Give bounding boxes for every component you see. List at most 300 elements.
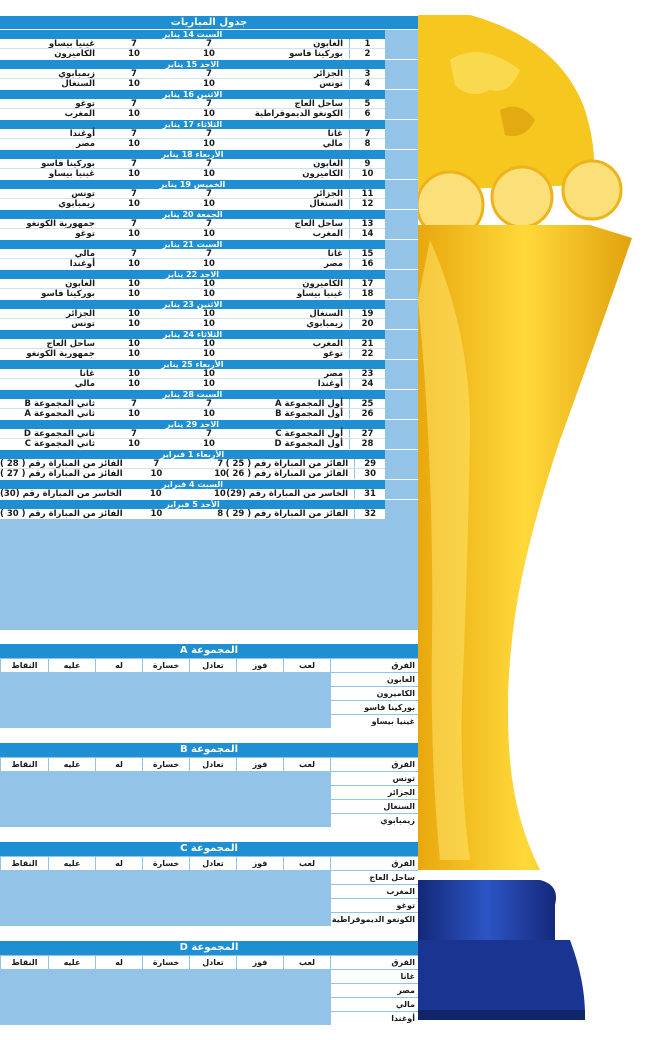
stat-cell <box>0 701 48 714</box>
team-name: الغابون <box>330 673 418 686</box>
day-block <box>0 269 418 299</box>
day-block <box>0 119 418 149</box>
match-row <box>0 399 385 409</box>
stat-cell <box>189 701 236 714</box>
match-day: 10 <box>203 439 215 449</box>
stat-cell <box>48 687 95 700</box>
stat-cell <box>142 715 189 728</box>
standings-header: عليه <box>48 659 95 672</box>
stat-cell <box>189 899 236 912</box>
home-team: أول المجموعة B <box>275 409 343 419</box>
match-row <box>0 199 385 209</box>
match-time: 10 <box>128 289 140 299</box>
standings-header: تعادل <box>189 659 236 672</box>
stat-cell <box>236 814 283 827</box>
match-time: 10 <box>128 79 140 89</box>
match-row <box>0 339 385 349</box>
team-row <box>0 912 418 926</box>
home-team: ساحل العاج <box>294 218 343 229</box>
team-name: مالي <box>330 998 418 1011</box>
match-number: 1 <box>349 39 385 48</box>
stat-cell <box>142 701 189 714</box>
day-block <box>0 419 418 449</box>
stat-cell <box>283 687 330 700</box>
team-row <box>0 799 418 813</box>
match-day: 10 <box>203 349 215 359</box>
team-row <box>0 969 418 983</box>
stat-cell <box>0 899 48 912</box>
away-team: أوغندا <box>69 128 95 139</box>
stat-cell <box>189 970 236 983</box>
group-table <box>0 941 418 1025</box>
match-row <box>0 219 385 229</box>
match-time: 10 <box>128 278 140 289</box>
standings-header: له <box>95 758 142 771</box>
home-team: بوركينا فاسو <box>289 49 343 59</box>
stat-cell <box>48 871 95 884</box>
away-team: السنغال <box>61 79 95 89</box>
standings-header: تعادل <box>189 758 236 771</box>
stat-cell <box>142 1012 189 1025</box>
stat-cell <box>48 1012 95 1025</box>
match-number: 25 <box>349 399 385 408</box>
team-name: المغرب <box>330 885 418 898</box>
trophy-base-top <box>418 880 556 940</box>
team-row <box>0 714 418 728</box>
match-day: 10 <box>203 109 215 119</box>
away-team: الكاميرون <box>54 49 95 59</box>
stat-cell <box>142 772 189 785</box>
match-time: 10 <box>128 259 140 269</box>
stat-cell <box>283 885 330 898</box>
match-row <box>0 39 385 49</box>
home-team: غانا <box>327 248 343 259</box>
away-team: تونس <box>71 319 95 329</box>
stat-cell <box>48 814 95 827</box>
match-number: 32 <box>354 509 385 519</box>
match-number: 16 <box>349 259 385 269</box>
stat-cell <box>189 687 236 700</box>
match-number: 28 <box>349 439 385 449</box>
stat-cell <box>283 786 330 799</box>
match-day: 7 <box>206 98 212 109</box>
stat-cell <box>0 687 48 700</box>
match-row <box>0 169 385 179</box>
stat-cell <box>283 871 330 884</box>
home-team: السنغال <box>309 199 343 209</box>
match-number: 12 <box>349 199 385 209</box>
stat-cell <box>283 772 330 785</box>
away-team: الخاسر من المباراة رقم (30) <box>0 489 122 499</box>
standings-header: له <box>95 659 142 672</box>
stat-cell <box>48 786 95 799</box>
match-day: 10 <box>203 368 215 379</box>
stat-cell <box>142 871 189 884</box>
group-title: المجموعة C <box>0 842 418 856</box>
match-time: 10 <box>128 109 140 119</box>
team-row <box>0 997 418 1011</box>
away-team: مالي <box>74 379 95 389</box>
day-block <box>0 499 418 519</box>
group-title: المجموعة B <box>0 743 418 757</box>
trophy-base-bottom <box>418 940 585 1015</box>
team-row <box>0 898 418 912</box>
standings-header: فوز <box>236 956 283 969</box>
day-block <box>0 59 418 89</box>
home-team: الكونغو الديموقراطية <box>254 109 343 119</box>
stat-cell <box>48 673 95 686</box>
stat-cell <box>236 998 283 1011</box>
day-header: السبت 28 يناير <box>0 390 385 399</box>
match-day: 7 <box>206 38 212 49</box>
match-time: 7 <box>131 158 137 169</box>
match-row <box>0 509 385 519</box>
away-team: مالي <box>74 248 95 259</box>
standings-header: خسارة <box>142 659 189 672</box>
away-team: توغو <box>75 98 95 109</box>
match-row <box>0 259 385 269</box>
away-team: غينيا بيساو <box>48 169 95 179</box>
standings-header: تعادل <box>189 857 236 870</box>
stat-cell <box>48 800 95 813</box>
home-team: الكاميرون <box>302 169 343 179</box>
match-time: 10 <box>128 139 140 149</box>
stat-cell <box>283 715 330 728</box>
standings-header-row <box>0 757 418 771</box>
day-header: الأربعاء 1 فبراير <box>0 450 385 459</box>
day-header: الخميس 19 يناير <box>0 180 385 189</box>
stat-cell <box>236 673 283 686</box>
match-day: 10 <box>203 259 215 269</box>
match-number: 26 <box>349 409 385 419</box>
stat-cell <box>189 998 236 1011</box>
away-team: ساحل العاج <box>46 338 95 349</box>
day-header: الثلاثاء 24 يناير <box>0 330 385 339</box>
away-team: أوغندا <box>69 259 95 269</box>
standings-header: الفرق <box>330 758 418 771</box>
stat-cell <box>142 913 189 926</box>
stat-cell <box>142 984 189 997</box>
stat-cell <box>48 970 95 983</box>
away-team: غينيا بيساو <box>48 38 95 49</box>
stat-cell <box>189 913 236 926</box>
stat-cell <box>236 913 283 926</box>
match-day: 10 <box>203 379 215 389</box>
team-name: زيمبابوي <box>330 814 418 827</box>
day-header: الاثنين 16 يناير <box>0 90 385 99</box>
stat-cell <box>142 673 189 686</box>
away-team: الفائز من المباراة رقم ( 27 ) <box>0 469 123 479</box>
home-team: تونس <box>319 79 343 89</box>
stat-cell <box>283 970 330 983</box>
home-team: المغرب <box>312 229 343 239</box>
standings-header: النقاط <box>0 956 48 969</box>
home-team: الفائز من المباراة رقم ( 29 ) <box>225 509 349 519</box>
team-name: تونس <box>330 772 418 785</box>
stat-cell <box>142 885 189 898</box>
match-number: 20 <box>349 319 385 329</box>
stat-cell <box>236 687 283 700</box>
stat-cell <box>0 772 48 785</box>
stat-cell <box>0 913 48 926</box>
match-time: 10 <box>128 379 140 389</box>
stat-cell <box>236 984 283 997</box>
match-row <box>0 49 385 59</box>
standings-header: له <box>95 956 142 969</box>
stat-cell <box>189 885 236 898</box>
home-team: الفائز من المباراة رقم ( 26 ) <box>225 469 349 479</box>
match-number: 13 <box>349 219 385 228</box>
team-name: الجزائر <box>330 786 418 799</box>
stat-cell <box>142 800 189 813</box>
home-team: المغرب <box>312 338 343 349</box>
match-row <box>0 249 385 259</box>
stat-cell <box>0 970 48 983</box>
home-team: الجزائر <box>314 188 343 199</box>
stat-cell <box>236 871 283 884</box>
day-header: الاثنين 23 يناير <box>0 300 385 309</box>
standings-header: خسارة <box>142 758 189 771</box>
stat-cell <box>48 715 95 728</box>
stat-cell <box>236 885 283 898</box>
match-time: 10 <box>150 509 163 519</box>
standings-header: فوز <box>236 659 283 672</box>
match-row <box>0 459 385 469</box>
match-number: 17 <box>349 279 385 288</box>
trophy-globe <box>418 15 594 190</box>
stat-cell <box>236 800 283 813</box>
match-number: 18 <box>349 289 385 299</box>
day-block <box>0 449 418 479</box>
team-name: أوغندا <box>330 1012 418 1025</box>
match-day: 8 <box>217 509 224 519</box>
home-team: زيمبابوي <box>306 319 343 329</box>
away-team: توغو <box>75 229 95 239</box>
away-team: زيمبابوي <box>58 68 95 79</box>
home-team: الخاسر من المباراة رقم (29) <box>226 489 349 499</box>
day-block <box>0 299 418 329</box>
match-number: 2 <box>349 49 385 59</box>
stat-cell <box>0 673 48 686</box>
match-time: 10 <box>128 409 140 419</box>
match-row <box>0 189 385 199</box>
home-team: السنغال <box>309 308 343 319</box>
standings-header: النقاط <box>0 758 48 771</box>
match-day: 10 <box>203 139 215 149</box>
match-day: 10 <box>203 289 215 299</box>
stat-cell <box>142 786 189 799</box>
match-day: 7 <box>206 68 212 79</box>
stat-cell <box>236 970 283 983</box>
match-day: 10 <box>203 409 215 419</box>
stat-cell <box>189 871 236 884</box>
away-team: ثاني المجموعة C <box>24 439 95 449</box>
standings-header: عليه <box>48 857 95 870</box>
match-number: 7 <box>349 129 385 138</box>
standings-header: لعب <box>283 659 330 672</box>
match-number: 15 <box>349 249 385 258</box>
standings-header: النقاط <box>0 659 48 672</box>
away-team: مصر <box>76 139 95 149</box>
match-row <box>0 409 385 419</box>
stat-cell <box>189 772 236 785</box>
match-day: 10 <box>203 169 215 179</box>
match-number: 10 <box>349 169 385 179</box>
away-team: ثاني المجموعة A <box>24 409 95 419</box>
stat-cell <box>236 701 283 714</box>
away-team: جمهورية الكونغو <box>26 349 95 359</box>
home-team: أوغندا <box>317 379 343 389</box>
match-time: 7 <box>131 38 137 49</box>
match-time: 7 <box>131 218 137 229</box>
standings-header: الفرق <box>330 956 418 969</box>
match-row <box>0 349 385 359</box>
match-time: 10 <box>128 368 140 379</box>
day-block <box>0 359 418 389</box>
match-number: 11 <box>349 189 385 198</box>
stat-cell <box>189 814 236 827</box>
match-time: 7 <box>153 458 160 469</box>
stat-cell <box>95 1012 142 1025</box>
stat-cell <box>142 899 189 912</box>
stat-cell <box>0 984 48 997</box>
stat-cell <box>236 899 283 912</box>
match-number: 8 <box>349 139 385 149</box>
standings-header: فوز <box>236 857 283 870</box>
stat-cell <box>236 786 283 799</box>
day-block <box>0 239 418 269</box>
day-block <box>0 479 418 499</box>
team-row <box>0 884 418 898</box>
match-day: 10 <box>203 199 215 209</box>
match-row <box>0 289 385 299</box>
stat-cell <box>0 786 48 799</box>
stat-cell <box>0 814 48 827</box>
match-schedule <box>0 16 418 630</box>
away-team: الغابون <box>65 278 95 289</box>
home-team: مالي <box>322 139 343 149</box>
team-name: غانا <box>330 970 418 983</box>
stat-cell <box>142 687 189 700</box>
team-row <box>0 686 418 700</box>
team-name: مصر <box>330 984 418 997</box>
match-row <box>0 379 385 389</box>
stat-cell <box>0 800 48 813</box>
away-team: الفائز من المباراة رقم ( 28 ) <box>0 458 123 469</box>
day-header: الاحد 29 يناير <box>0 420 385 429</box>
stat-cell <box>48 885 95 898</box>
day-header: الأربعاء 25 يناير <box>0 360 385 369</box>
away-team: المغرب <box>64 109 95 119</box>
day-block <box>0 89 418 119</box>
day-header: الاحد 15 يناير <box>0 60 385 69</box>
home-team: أول المجموعة C <box>275 428 343 439</box>
stat-cell <box>283 899 330 912</box>
stat-cell <box>95 772 142 785</box>
stat-cell <box>95 885 142 898</box>
match-day: 10 <box>203 308 215 319</box>
match-time: 7 <box>131 68 137 79</box>
match-day: 10 <box>203 319 215 329</box>
stat-cell <box>283 1012 330 1025</box>
match-row <box>0 489 385 499</box>
match-number: 21 <box>349 339 385 348</box>
match-day: 7 <box>206 398 212 409</box>
match-row <box>0 129 385 139</box>
match-day: 10 <box>213 489 226 499</box>
match-day: 10 <box>214 469 227 479</box>
match-number: 6 <box>349 109 385 119</box>
match-day: 7 <box>206 158 212 169</box>
away-team: ثاني المجموعة D <box>23 428 95 439</box>
stat-cell <box>95 913 142 926</box>
standings-header-row <box>0 856 418 870</box>
standings-header: خسارة <box>142 956 189 969</box>
standings-header-row <box>0 658 418 672</box>
home-team: مصر <box>324 368 343 379</box>
match-time: 10 <box>128 169 140 179</box>
match-row <box>0 109 385 119</box>
standings-header: لعب <box>283 857 330 870</box>
day-header: السبت 21 يناير <box>0 240 385 249</box>
stat-cell <box>48 772 95 785</box>
standings-header: الفرق <box>330 857 418 870</box>
match-row <box>0 469 385 479</box>
home-team: الجزائر <box>314 68 343 79</box>
stat-cell <box>283 800 330 813</box>
stat-cell <box>48 701 95 714</box>
standings-header-row <box>0 955 418 969</box>
stat-cell <box>0 998 48 1011</box>
match-time: 10 <box>128 308 140 319</box>
stat-cell <box>95 998 142 1011</box>
day-block <box>0 329 418 359</box>
away-team: تونس <box>71 188 95 199</box>
stat-cell <box>189 1012 236 1025</box>
away-team: ثاني المجموعة B <box>24 398 95 409</box>
stat-cell <box>95 687 142 700</box>
standings-header: لعب <box>283 758 330 771</box>
stat-cell <box>0 871 48 884</box>
match-day: 7 <box>206 128 212 139</box>
match-time: 7 <box>131 248 137 259</box>
team-name: غينيا بيساو <box>330 715 418 728</box>
stat-cell <box>283 913 330 926</box>
home-team: الغابون <box>313 38 343 49</box>
match-number: 30 <box>354 469 385 479</box>
team-name: توغو <box>330 899 418 912</box>
stat-cell <box>189 715 236 728</box>
stat-cell <box>0 715 48 728</box>
stat-cell <box>95 715 142 728</box>
stat-cell <box>189 984 236 997</box>
standings-header: عليه <box>48 758 95 771</box>
match-time: 10 <box>128 229 140 239</box>
home-team: أول المجموعة A <box>274 398 343 409</box>
stat-cell <box>95 786 142 799</box>
stat-cell <box>95 814 142 827</box>
stat-cell <box>283 701 330 714</box>
match-time: 7 <box>131 128 137 139</box>
away-team: الجزائر <box>66 308 95 319</box>
match-number: 14 <box>349 229 385 239</box>
stat-cell <box>95 800 142 813</box>
stat-cell <box>189 786 236 799</box>
group-title: المجموعة D <box>0 941 418 955</box>
day-block <box>0 149 418 179</box>
home-team: الكاميرون <box>302 278 343 289</box>
match-day: 10 <box>203 229 215 239</box>
